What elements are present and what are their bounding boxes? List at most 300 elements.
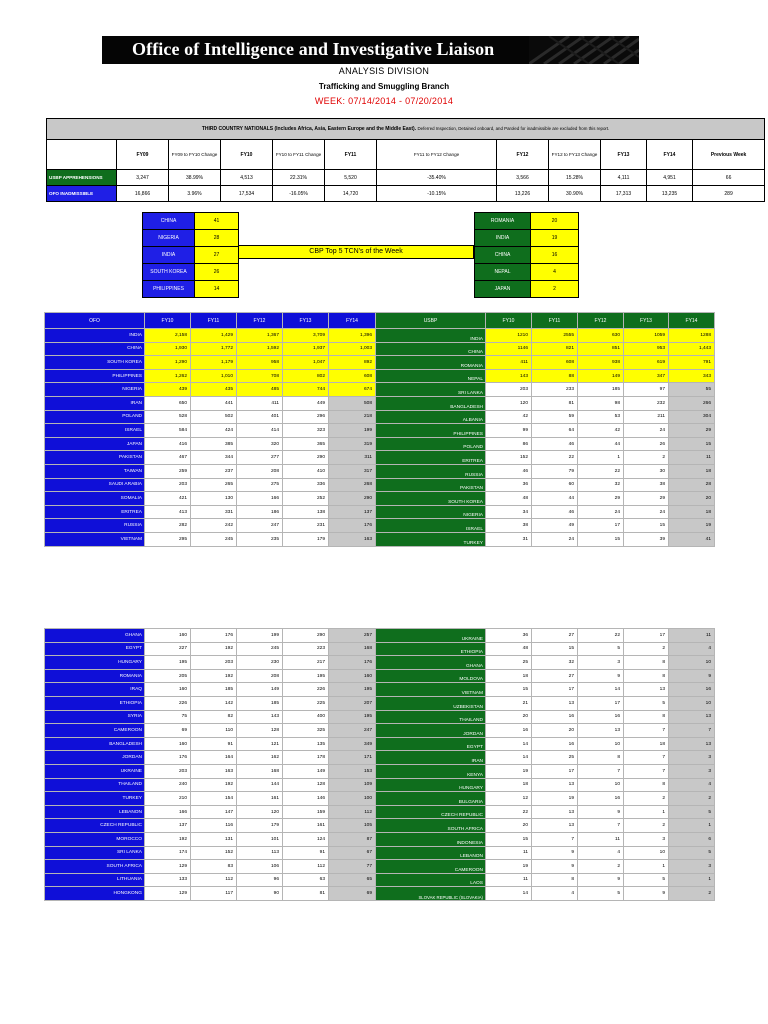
ofo-value: 116: [191, 819, 237, 833]
usbp-value: 120: [486, 396, 532, 410]
top5-value: 14: [195, 281, 239, 298]
usbp-value: 1: [669, 819, 715, 833]
ofo-value: 128: [283, 778, 329, 792]
ofo-value: 203: [145, 478, 191, 492]
ofo-country: LITHUANIA: [45, 873, 145, 887]
ofo-value: 160: [145, 683, 191, 697]
usbp-value: 64: [532, 424, 578, 438]
usbp-value: 15: [486, 832, 532, 846]
ofo-value: 325: [283, 724, 329, 738]
ofo-country: ETHIOPIA: [45, 696, 145, 710]
top5-country: CHINA: [143, 213, 195, 230]
country-row: [45, 669, 715, 683]
summary-column-header: Previous Week: [693, 140, 765, 170]
ofo-value: 1,429: [191, 329, 237, 343]
usbp-country: ALBANIA: [462, 418, 483, 424]
usbp-year-header: FY11: [532, 313, 578, 329]
usbp-value: 29: [624, 492, 669, 506]
ofo-value: 147: [191, 805, 237, 819]
usbp-value: 4: [669, 642, 715, 656]
ofo-value: 91: [191, 737, 237, 751]
country-row: [45, 492, 715, 506]
ofo-value: 385: [191, 437, 237, 451]
usbp-value: 44: [532, 492, 578, 506]
country-row: [45, 683, 715, 697]
usbp-value: 2: [669, 792, 715, 806]
usbp-value: 9: [624, 887, 669, 901]
usbp-value: 32: [578, 478, 624, 492]
summary-header-row: [47, 140, 765, 170]
usbp-value: 7: [578, 764, 624, 778]
summary-value: 13,226: [497, 186, 549, 202]
ofo-value: 319: [329, 437, 376, 451]
usbp-value: 14: [486, 887, 532, 901]
usbp-value: 20: [669, 492, 715, 506]
top5-country: NEPAL: [475, 264, 531, 281]
usbp-country: UZBEKISTAN: [453, 704, 483, 710]
usbp-value: 18: [486, 778, 532, 792]
usbp-value: 149: [578, 369, 624, 383]
tcn-note: Deferred Inspection, Detained onboard, and Paroled for inadmissible are excluded from this report.: [417, 126, 610, 131]
ofo-value: 120: [237, 805, 283, 819]
usbp-value: 24: [624, 424, 669, 438]
country-row: [45, 710, 715, 724]
ofo-value: 210: [145, 792, 191, 806]
usbp-country: IRAN: [471, 758, 483, 764]
usbp-value: 88: [532, 369, 578, 383]
usbp-country: TURKEY: [463, 540, 483, 546]
ofo-value: 75: [145, 710, 191, 724]
usbp-value: 15: [624, 519, 669, 533]
ofo-value: 179: [283, 532, 329, 546]
ofo-country: TAIWAN: [45, 464, 145, 478]
country-row: [45, 724, 715, 738]
usbp-value: 15: [486, 683, 532, 697]
ofo-value: 185: [191, 683, 237, 697]
ofo-value: 295: [145, 532, 191, 546]
usbp-value: 31: [486, 532, 532, 546]
usbp-country-cell: [376, 396, 486, 410]
usbp-country: RUSSIA: [465, 472, 483, 478]
usbp-country: NEPAL: [467, 377, 483, 383]
ofo-value: 674: [329, 383, 376, 397]
top5-country: NIGERIA: [143, 230, 195, 247]
ofo-value: 207: [329, 696, 376, 710]
ofo-value: 176: [191, 629, 237, 643]
country-row: [45, 792, 715, 806]
usbp-value: 59: [532, 410, 578, 424]
ofo-value: 163: [329, 532, 376, 546]
ofo-value: 144: [237, 778, 283, 792]
ofo-country: POLAND: [45, 410, 145, 424]
country-row: [45, 505, 715, 519]
country-table-top: [44, 312, 715, 547]
ofo-value: 242: [191, 519, 237, 533]
country-row: [45, 478, 715, 492]
usbp-country-cell: [376, 505, 486, 519]
usbp-country: SOUTH KOREA: [448, 499, 483, 505]
usbp-value: 81: [532, 396, 578, 410]
ofo-value: 1,937: [283, 342, 329, 356]
country-row: [45, 696, 715, 710]
tcn-title-cell: [47, 119, 765, 140]
country-row: [45, 832, 715, 846]
usbp-value: 3: [578, 656, 624, 670]
country-row: [45, 424, 715, 438]
top5-value: 19: [531, 230, 579, 247]
ofo-value: 1,010: [191, 369, 237, 383]
ofo-value: 257: [329, 629, 376, 643]
ofo-country: CAMEROON: [45, 724, 145, 738]
summary-value: 5,520: [325, 170, 377, 186]
usbp-country-cell: [376, 805, 486, 819]
usbp-value: 5: [669, 846, 715, 860]
usbp-country: ERITREA: [462, 458, 483, 464]
usbp-value: 7: [624, 751, 669, 765]
ofo-value: 1,592: [237, 342, 283, 356]
ofo-value: 142: [191, 696, 237, 710]
ofo-value: 160: [145, 737, 191, 751]
ofo-country: TURKEY: [45, 792, 145, 806]
summary-value: 17,313: [601, 186, 647, 202]
country-row: [45, 369, 715, 383]
usbp-country-cell: [376, 464, 486, 478]
ofo-value: 67: [329, 846, 376, 860]
ofo-value: 401: [237, 410, 283, 424]
usbp-value: 2555: [532, 329, 578, 343]
ofo-country: INDIA: [45, 329, 145, 343]
usbp-value: 98: [578, 396, 624, 410]
usbp-value: 1: [669, 873, 715, 887]
usbp-value: 9: [578, 805, 624, 819]
ofo-value: 137: [329, 505, 376, 519]
usbp-value: 9: [669, 669, 715, 683]
top5-row: [475, 230, 579, 247]
ofo-value: 77: [329, 860, 376, 874]
top5-row: [143, 230, 239, 247]
ofo-value: 208: [237, 464, 283, 478]
usbp-country-cell: [376, 424, 486, 438]
usbp-value: 16: [578, 710, 624, 724]
usbp-country-cell: [376, 846, 486, 860]
usbp-country: CHINA: [468, 350, 483, 356]
usbp-value: 30: [624, 464, 669, 478]
usbp-country-cell: [376, 764, 486, 778]
top5-label: CBP Top 5 TCN's of the Week: [238, 245, 474, 259]
country-row: [45, 532, 715, 546]
summary-value: 22.31%: [273, 170, 325, 186]
ofo-value: 179: [237, 819, 283, 833]
ofo-value: 117: [191, 887, 237, 901]
ofo-value: 1,930: [145, 342, 191, 356]
country-row: [45, 778, 715, 792]
usbp-value: 619: [624, 356, 669, 370]
usbp-value: 13: [532, 696, 578, 710]
usbp-value: 49: [532, 519, 578, 533]
usbp-value: 2: [578, 860, 624, 874]
banner-texture-graphic: [529, 36, 639, 64]
usbp-value: 19: [486, 860, 532, 874]
ofo-value: 128: [237, 724, 283, 738]
usbp-value: 11: [486, 873, 532, 887]
usbp-value: 20: [486, 819, 532, 833]
ofo-value: 218: [329, 410, 376, 424]
usbp-value: 29: [669, 424, 715, 438]
ofo-value: 413: [145, 505, 191, 519]
ofo-value: 275: [237, 478, 283, 492]
ofo-country: HUNGARY: [45, 656, 145, 670]
usbp-value: 20: [486, 710, 532, 724]
usbp-value: 16: [532, 737, 578, 751]
ofo-value: 205: [145, 669, 191, 683]
summary-value: 66: [693, 170, 765, 186]
country-row: [45, 656, 715, 670]
ofo-value: 137: [145, 819, 191, 833]
usbp-value: 16: [532, 710, 578, 724]
usbp-value: 16: [486, 724, 532, 738]
ofo-value: 203: [145, 764, 191, 778]
ofo-value: 744: [283, 383, 329, 397]
summary-column-header: FY12: [497, 140, 549, 170]
usbp-value: 8: [624, 778, 669, 792]
usbp-value: 9: [578, 669, 624, 683]
ofo-value: 240: [145, 778, 191, 792]
country-row: [45, 737, 715, 751]
ofo-value: 63: [283, 873, 329, 887]
ofo-value: 176: [329, 519, 376, 533]
ofo-value: 650: [145, 396, 191, 410]
usbp-value: 8: [624, 710, 669, 724]
ofo-value: 96: [237, 873, 283, 887]
usbp-value: 18: [624, 737, 669, 751]
summary-value: -35.40%: [377, 170, 497, 186]
summary-value: 3,566: [497, 170, 549, 186]
ofo-value: 178: [283, 751, 329, 765]
ofo-value: 1,290: [145, 356, 191, 370]
ofo-value: 365: [283, 437, 329, 451]
ofo-value: 110: [191, 724, 237, 738]
usbp-value: 7: [532, 832, 578, 846]
usbp-value: 22: [486, 805, 532, 819]
ofo-country: JORDAN: [45, 751, 145, 765]
ofo-value: 208: [237, 669, 283, 683]
usbp-value: 2: [669, 887, 715, 901]
usbp-country-cell: [376, 710, 486, 724]
ofo-value: 421: [145, 492, 191, 506]
report-title: Office of Intelligence and Investigative Liaison: [132, 39, 495, 59]
summary-column-header: FY10 to FY11 Change: [273, 140, 325, 170]
usbp-country-cell: [376, 342, 486, 356]
usbp-country: ISRAEL: [465, 526, 483, 532]
ofo-value: 424: [191, 424, 237, 438]
ofo-year-header: FY10: [145, 313, 191, 329]
usbp-value: 27: [532, 629, 578, 643]
ofo-country: SAUDI ARABIA: [45, 478, 145, 492]
ofo-value: 802: [283, 369, 329, 383]
usbp-value: 8: [624, 669, 669, 683]
ofo-value: 290: [283, 451, 329, 465]
top5-value: 26: [195, 264, 239, 281]
usbp-value: 60: [532, 478, 578, 492]
summary-value: 17,534: [221, 186, 273, 202]
ofo-value: 109: [329, 778, 376, 792]
ofo-value: 317: [329, 464, 376, 478]
usbp-value: 29: [578, 492, 624, 506]
usbp-value: 7: [578, 819, 624, 833]
usbp-value: 22: [578, 464, 624, 478]
usbp-country-cell: [376, 329, 486, 343]
usbp-year-header: FY14: [669, 313, 715, 329]
country-row: [45, 519, 715, 533]
ofo-value: 608: [329, 369, 376, 383]
usbp-country: HUNGARY: [459, 786, 483, 792]
ofo-value: 227: [145, 642, 191, 656]
usbp-value: 791: [669, 356, 715, 370]
ofo-country: ROMANIA: [45, 669, 145, 683]
ofo-value: 163: [191, 764, 237, 778]
ofo-country: THAILAND: [45, 778, 145, 792]
usbp-value: 608: [532, 356, 578, 370]
ofo-value: 195: [329, 683, 376, 697]
ofo-value: 226: [145, 696, 191, 710]
ofo-value: 130: [191, 492, 237, 506]
summary-value: 4,513: [221, 170, 273, 186]
ofo-country: IRAN: [45, 396, 145, 410]
top5-value: 4: [531, 264, 579, 281]
summary-value: 38.99%: [169, 170, 221, 186]
usbp-header: USBP: [376, 313, 486, 329]
summary-row-usbp: [47, 170, 765, 186]
usbp-value: 9: [532, 860, 578, 874]
ofo-value: 106: [237, 860, 283, 874]
top5-country: CHINA: [475, 247, 531, 264]
usbp-value: 343: [669, 369, 715, 383]
ofo-country: PHILIPPINES: [45, 369, 145, 383]
usbp-value: 1059: [624, 329, 669, 343]
usbp-country: INDONESIA: [456, 840, 483, 846]
usbp-country: PAKISTAN: [459, 486, 483, 492]
country-row: [45, 356, 715, 370]
ofo-value: 186: [237, 505, 283, 519]
ofo-value: 235: [237, 532, 283, 546]
usbp-country-cell: [376, 860, 486, 874]
usbp-value: 2: [624, 451, 669, 465]
ofo-value: 203: [191, 656, 237, 670]
usbp-value: 14: [486, 751, 532, 765]
usbp-value: 13: [624, 683, 669, 697]
ofo-value: 149: [237, 683, 283, 697]
usbp-country: SLOVAK REPUBLIC (SLOVAKIA): [418, 894, 483, 900]
usbp-value: 13: [532, 819, 578, 833]
usbp-value: 13: [532, 778, 578, 792]
summary-value: 30.90%: [549, 186, 601, 202]
ofo-value: 160: [329, 669, 376, 683]
ofo-year-header: FY13: [283, 313, 329, 329]
top5-row: [143, 247, 239, 264]
usbp-value: 185: [578, 383, 624, 397]
usbp-value: 79: [532, 464, 578, 478]
summary-table: [46, 118, 765, 202]
usbp-value: 19: [669, 519, 715, 533]
usbp-country: SRI LANKA: [457, 390, 483, 396]
top5-row: [475, 281, 579, 298]
ofo-value: 112: [283, 860, 329, 874]
ofo-value: 192: [191, 669, 237, 683]
ofo-value: 83: [191, 860, 237, 874]
usbp-value: 953: [624, 342, 669, 356]
country-row: [45, 805, 715, 819]
ofo-value: 441: [191, 396, 237, 410]
usbp-value: 347: [624, 369, 669, 383]
usbp-value: 38: [624, 478, 669, 492]
ofo-value: 296: [283, 410, 329, 424]
country-table-bottom: [44, 628, 715, 901]
ofo-value: 400: [283, 710, 329, 724]
usbp-value: 203: [486, 383, 532, 397]
usbp-value: 17: [624, 629, 669, 643]
ofo-value: 449: [283, 396, 329, 410]
usbp-country-cell: [376, 519, 486, 533]
country-row: [45, 819, 715, 833]
summary-column-header: FY14: [647, 140, 693, 170]
ofo-value: 508: [329, 396, 376, 410]
country-row: [45, 860, 715, 874]
usbp-value: 19: [486, 764, 532, 778]
summary-column-header: FY13: [601, 140, 647, 170]
summary-column-header: FY11: [325, 140, 377, 170]
country-row: [45, 464, 715, 478]
usbp-country-cell: [376, 683, 486, 697]
usbp-value: 13: [669, 737, 715, 751]
top5-value: 16: [531, 247, 579, 264]
ofo-value: 1,396: [329, 329, 376, 343]
ofo-year-header: FY14: [329, 313, 376, 329]
ofo-value: 331: [191, 505, 237, 519]
ofo-value: 176: [145, 751, 191, 765]
usbp-value: 15: [669, 437, 715, 451]
usbp-country: MOLDOVA: [459, 677, 483, 683]
usbp-value: 26: [624, 437, 669, 451]
ofo-value: 171: [329, 751, 376, 765]
ofo-value: 135: [283, 737, 329, 751]
usbp-value: 14: [486, 737, 532, 751]
ofo-value: 69: [145, 724, 191, 738]
usbp-year-header: FY10: [486, 313, 532, 329]
usbp-value: 25: [486, 656, 532, 670]
top5-row: [143, 281, 239, 298]
summary-row-ofo: [47, 186, 765, 202]
ofo-country: PAKISTAN: [45, 451, 145, 465]
top5-country: INDIA: [143, 247, 195, 264]
usbp-value: 3: [669, 751, 715, 765]
top5-country: JAPAN: [475, 281, 531, 298]
usbp-country: INDIA: [470, 336, 483, 342]
usbp-value: 2: [624, 819, 669, 833]
ofo-value: 138: [283, 505, 329, 519]
country-row: [45, 887, 715, 901]
ofo-value: 277: [237, 451, 283, 465]
usbp-country: ETHIOPIA: [460, 650, 483, 656]
ofo-value: 223: [283, 642, 329, 656]
top5-row: [143, 264, 239, 281]
usbp-value: 20: [532, 724, 578, 738]
ofo-value: 159: [283, 805, 329, 819]
country-table-header: [45, 313, 715, 329]
top5-value: 20: [531, 213, 579, 230]
ofo-country: MOROCCO: [45, 832, 145, 846]
country-row: [45, 410, 715, 424]
ofo-country: SOUTH KOREA: [45, 356, 145, 370]
